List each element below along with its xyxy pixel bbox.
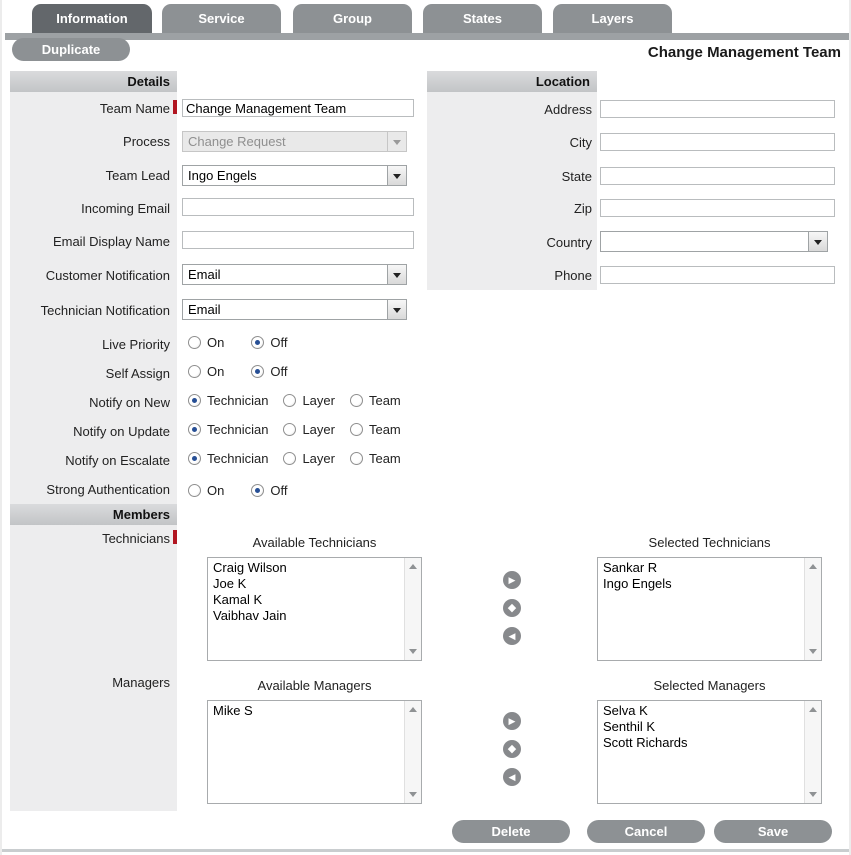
notify-on-new-technician-radio[interactable]: Technician (188, 393, 268, 408)
strong-authentication-on-radio[interactable]: On (188, 483, 224, 498)
phone-input[interactable] (600, 266, 835, 284)
tab-divider-bar (5, 33, 850, 40)
notify-on-escalate-technician-radio[interactable]: Technician (188, 451, 268, 466)
notify-on-new-radios (188, 393, 401, 408)
tab-group[interactable]: Group (293, 4, 412, 33)
list-item[interactable]: Kamal K (213, 592, 263, 607)
tab-states[interactable]: States (423, 4, 542, 33)
required-marker (173, 530, 177, 544)
available-managers-listbox[interactable] (207, 700, 422, 804)
dropdown-arrow-icon[interactable] (387, 166, 406, 185)
scroll-up-icon[interactable] (809, 707, 817, 712)
technician-notification-label: Technician Notification (40, 303, 170, 318)
page-bottom-border (2, 849, 849, 852)
selected-managers-title: Selected Managers (653, 678, 766, 693)
technicians-label: Technicians (102, 531, 170, 546)
list-item[interactable]: Craig Wilson (213, 560, 287, 575)
scroll-down-icon[interactable] (809, 649, 817, 654)
dropdown-arrow-icon[interactable] (387, 300, 406, 319)
customer-notification-label: Customer Notification (45, 268, 170, 283)
technicians-swap-button[interactable]: ◆ (503, 599, 521, 617)
list-item[interactable]: Sankar R (603, 560, 658, 575)
state-label: State (561, 169, 592, 184)
strong-authentication-radios (188, 483, 287, 498)
selected-managers-listbox[interactable] (597, 700, 822, 804)
technicians-move-left-button[interactable]: ◀ (503, 627, 521, 645)
list-item[interactable]: Selva K (603, 703, 648, 718)
scrollbar[interactable] (404, 701, 421, 803)
scroll-down-icon[interactable] (809, 792, 817, 797)
required-marker (173, 100, 177, 114)
delete-button[interactable]: Delete (452, 820, 570, 843)
incoming-email-input[interactable] (182, 198, 414, 216)
scrollbar[interactable] (804, 558, 821, 660)
scrollbar[interactable] (804, 701, 821, 803)
dropdown-arrow-icon[interactable] (387, 265, 406, 284)
scroll-up-icon[interactable] (409, 707, 417, 712)
save-button[interactable]: Save (714, 820, 832, 843)
notify-on-escalate-layer-radio[interactable]: Layer (283, 451, 335, 466)
selected-technicians-listbox[interactable] (597, 557, 822, 661)
list-item[interactable]: Vaibhav Jain (213, 608, 287, 623)
notify-on-new-team-radio[interactable]: Team (350, 393, 401, 408)
location-label-column (427, 92, 597, 290)
address-input[interactable] (600, 100, 835, 118)
duplicate-button[interactable]: Duplicate (12, 38, 130, 61)
technicians-move-right-button[interactable]: ▶ (503, 571, 521, 589)
page-title: Change Management Team (647, 44, 841, 61)
managers-move-left-button[interactable]: ◀ (503, 768, 521, 786)
live-priority-on-radio[interactable]: On (188, 335, 224, 350)
notify-on-update-technician-radio[interactable]: Technician (188, 422, 268, 437)
scrollbar[interactable] (404, 558, 421, 660)
notify-on-update-label: Notify on Update (73, 424, 170, 439)
city-input[interactable] (600, 133, 835, 151)
team-name-label: Team Name (99, 101, 170, 116)
list-item[interactable]: Joe K (213, 576, 247, 591)
dropdown-arrow-icon (387, 132, 406, 151)
members-section-header: Members (10, 504, 177, 525)
tab-layers[interactable]: Layers (553, 4, 672, 33)
process-label: Process (123, 134, 170, 149)
state-input[interactable] (600, 167, 835, 185)
scroll-up-icon[interactable] (409, 564, 417, 569)
team-name-input[interactable] (182, 99, 414, 117)
technician-notification-select[interactable]: Email (182, 299, 407, 320)
self-assign-label: Self Assign (105, 366, 170, 381)
live-priority-radios (188, 335, 287, 350)
self-assign-radios (188, 364, 287, 379)
customer-notification-select[interactable]: Email (182, 264, 407, 285)
country-label: Country (546, 235, 592, 250)
live-priority-label: Live Priority (102, 337, 170, 352)
details-section-header: Details (10, 71, 177, 92)
notify-on-escalate-radios (188, 451, 401, 466)
team-lead-label: Team Lead (105, 168, 170, 183)
tab-service[interactable]: Service (162, 4, 281, 33)
scroll-up-icon[interactable] (809, 564, 817, 569)
managers-swap-button[interactable]: ◆ (503, 740, 521, 758)
tab-information[interactable]: Information (32, 4, 152, 33)
zip-input[interactable] (600, 199, 835, 217)
managers-label: Managers (112, 675, 170, 690)
address-label: Address (544, 102, 592, 117)
notify-on-new-layer-radio[interactable]: Layer (283, 393, 335, 408)
cancel-button[interactable]: Cancel (587, 820, 705, 843)
notify-on-escalate-label: Notify on Escalate (65, 453, 170, 468)
list-item[interactable]: Mike S (213, 703, 253, 718)
phone-label: Phone (554, 268, 592, 283)
incoming-email-label: Incoming Email (81, 201, 170, 216)
list-item[interactable]: Scott Richards (603, 735, 688, 750)
notify-on-update-radios (188, 422, 401, 437)
list-item[interactable]: Senthil K (603, 719, 656, 734)
notify-on-update-layer-radio[interactable]: Layer (283, 422, 335, 437)
scroll-down-icon[interactable] (409, 792, 417, 797)
zip-label: Zip (573, 201, 592, 216)
location-section-header: Location (427, 71, 597, 92)
managers-move-right-button[interactable]: ▶ (503, 712, 521, 730)
available-managers-title: Available Managers (257, 678, 372, 693)
self-assign-off-radio[interactable]: Off (251, 364, 287, 379)
scroll-down-icon[interactable] (409, 649, 417, 654)
self-assign-on-radio[interactable]: On (188, 364, 224, 379)
available-technicians-listbox[interactable] (207, 557, 422, 661)
notify-on-update-team-radio[interactable]: Team (350, 422, 401, 437)
notify-on-escalate-team-radio[interactable]: Team (350, 451, 401, 466)
details-label-column (10, 92, 177, 811)
city-label: City (569, 135, 592, 150)
strong-authentication-label: Strong Authentication (46, 482, 170, 497)
email-display-name-input[interactable] (182, 231, 414, 249)
email-display-name-label: Email Display Name (52, 234, 170, 249)
available-technicians-title: Available Technicians (252, 535, 377, 550)
process-select: Change Request (182, 131, 407, 152)
notify-on-new-label: Notify on New (89, 395, 170, 410)
country-select[interactable] (600, 231, 828, 252)
list-item[interactable]: Ingo Engels (603, 576, 672, 591)
live-priority-off-radio[interactable]: Off (251, 335, 287, 350)
selected-technicians-title: Selected Technicians (648, 535, 771, 550)
team-lead-select[interactable]: Ingo Engels (182, 165, 407, 186)
dropdown-arrow-icon[interactable] (808, 232, 827, 251)
strong-authentication-off-radio[interactable]: Off (251, 483, 287, 498)
